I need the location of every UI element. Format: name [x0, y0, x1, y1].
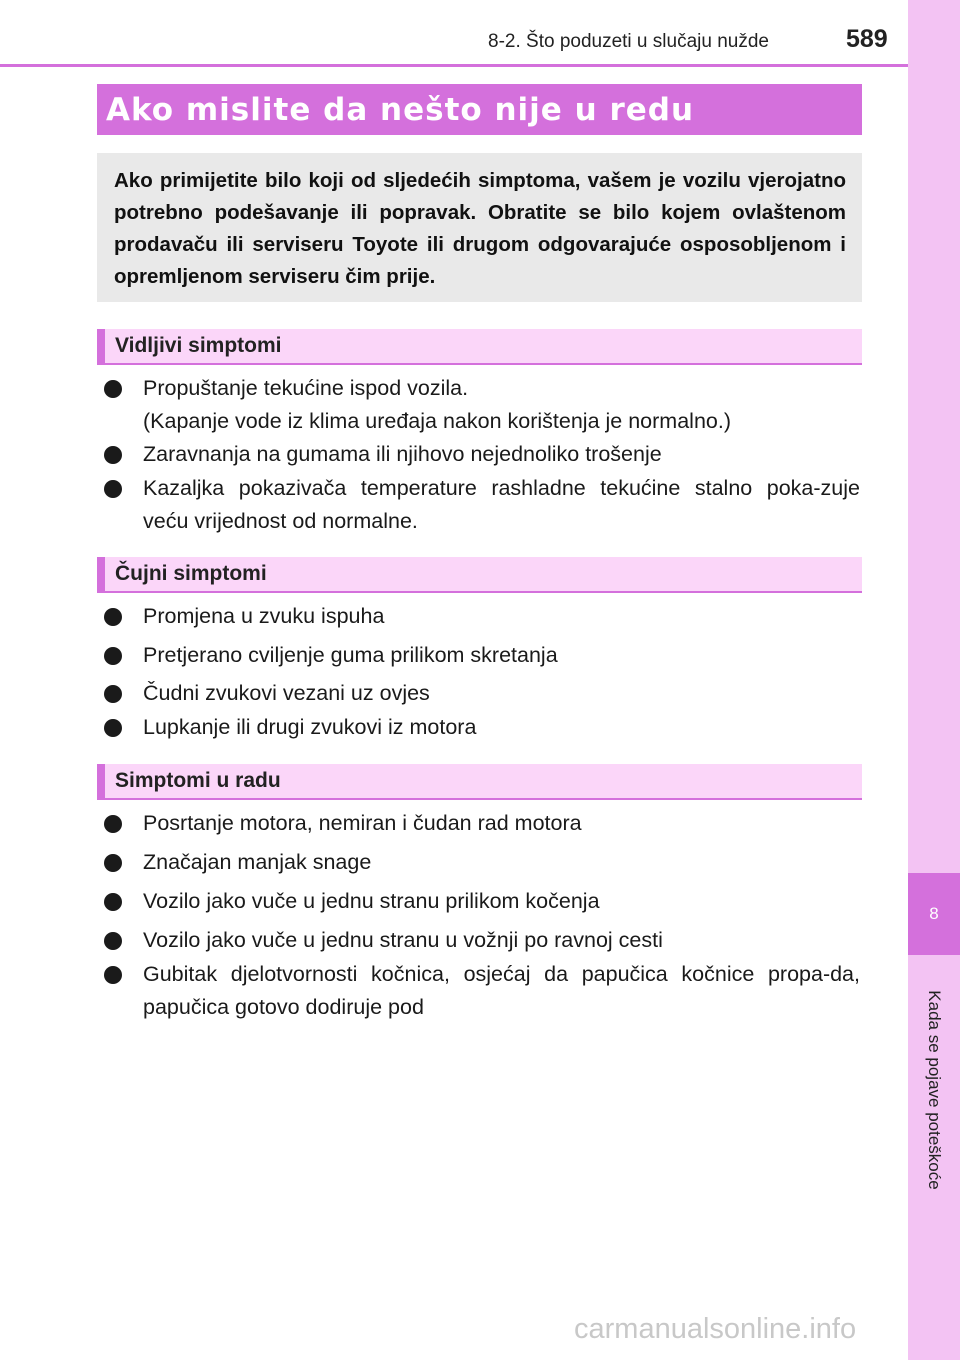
bullet-icon [104, 815, 122, 833]
watermark-text: carmanualsonline.info [574, 1313, 857, 1345]
section-heading-label: Simptomi u radu [115, 769, 281, 792]
section-accent [97, 557, 105, 591]
section-accent [97, 764, 105, 798]
list-item-text: Vozilo jako vuče u jednu stranu u vožnji po ravnoj cesti [143, 928, 663, 952]
bullet-icon [104, 380, 122, 398]
chapter-number-tab [908, 873, 960, 955]
list-item-text: Gubitak djelotvornosti kočnica, osjećaj da papučica kočnice propa-da, papučica gotovo dodiruje pod [143, 962, 860, 1019]
bullet-icon [104, 480, 122, 498]
section-heading-label: Vidljivi simptomi [115, 334, 282, 357]
section-accent [97, 329, 105, 363]
list-item-text: Čudni zvukovi vezani uz ovjes [143, 681, 430, 705]
section-heading-label: Čujni simptomi [115, 562, 267, 585]
list-item [104, 807, 860, 840]
page-title-bar [97, 84, 862, 135]
chapter-number: 8 [929, 904, 939, 923]
list-item [104, 438, 860, 471]
bullet-icon [104, 719, 122, 737]
bullet-icon [104, 932, 122, 950]
bullet-icon [104, 966, 122, 984]
list-item [104, 958, 860, 1024]
list-item [104, 472, 860, 538]
bullet-icon [104, 446, 122, 464]
list-item-note: (Kapanje vode iz klima uređaja nakon korištenja je normalno.) [143, 409, 731, 433]
list-item-text: Zaravnanja na gumama ili njihovo nejednoliko trošenje [143, 442, 662, 466]
list-item [104, 885, 860, 918]
list-item-text: Promjena u zvuku ispuha [143, 604, 385, 628]
page-title: Ako mislite da nešto nije u redu [106, 91, 695, 128]
chapter-title: Kada se pojave poteškoće [925, 990, 944, 1190]
page-number: 589 [846, 25, 888, 53]
list-item [104, 639, 860, 672]
header-rule [0, 64, 908, 67]
list-item-text: Značajan manjak snage [143, 850, 372, 874]
intro-box [97, 153, 862, 302]
bullet-icon [104, 854, 122, 872]
section-heading-audible [97, 557, 862, 593]
bullet-icon [104, 608, 122, 626]
list-item-text: Propuštanje tekućine ispod vozila. [143, 376, 469, 400]
list-item [104, 372, 860, 438]
section-heading-operational [97, 764, 862, 800]
list-item-text: Vozilo jako vuče u jednu stranu prilikom kočenja [143, 889, 600, 913]
list-item-text: Posrtanje motora, nemiran i čudan rad motora [143, 811, 582, 835]
list-item [104, 711, 860, 744]
list-item-text: Pretjerano cviljenje guma prilikom skretanja [143, 643, 558, 667]
list-item [104, 677, 860, 710]
list-item [104, 600, 860, 633]
list-item-text: Lupkanje ili drugi zvukovi iz motora [143, 715, 477, 739]
list-item-text: Kazaljka pokazivača temperature rashladne tekućine stalno poka-zuje veću vrijednost od normalne. [143, 476, 860, 533]
bullet-icon [104, 685, 122, 703]
list-item [104, 924, 860, 957]
section-heading-visible [97, 329, 862, 365]
intro-text: Ako primijetite bilo koji od sljedećih simptoma, vašem je vozilu vjerojatno potrebno podešavanje ili popravak. Obratite se bilo kojem ovlaštenom prodavaču ili serviseru Toyote ili drugom odgovarajuće osposobljenom i opremljenom serviseru čim prije. [114, 169, 846, 288]
bullet-icon [104, 893, 122, 911]
bullet-icon [104, 647, 122, 665]
list-item [104, 846, 860, 879]
running-header-section: 8-2. Što poduzeti u slučaju nužde [488, 31, 769, 52]
